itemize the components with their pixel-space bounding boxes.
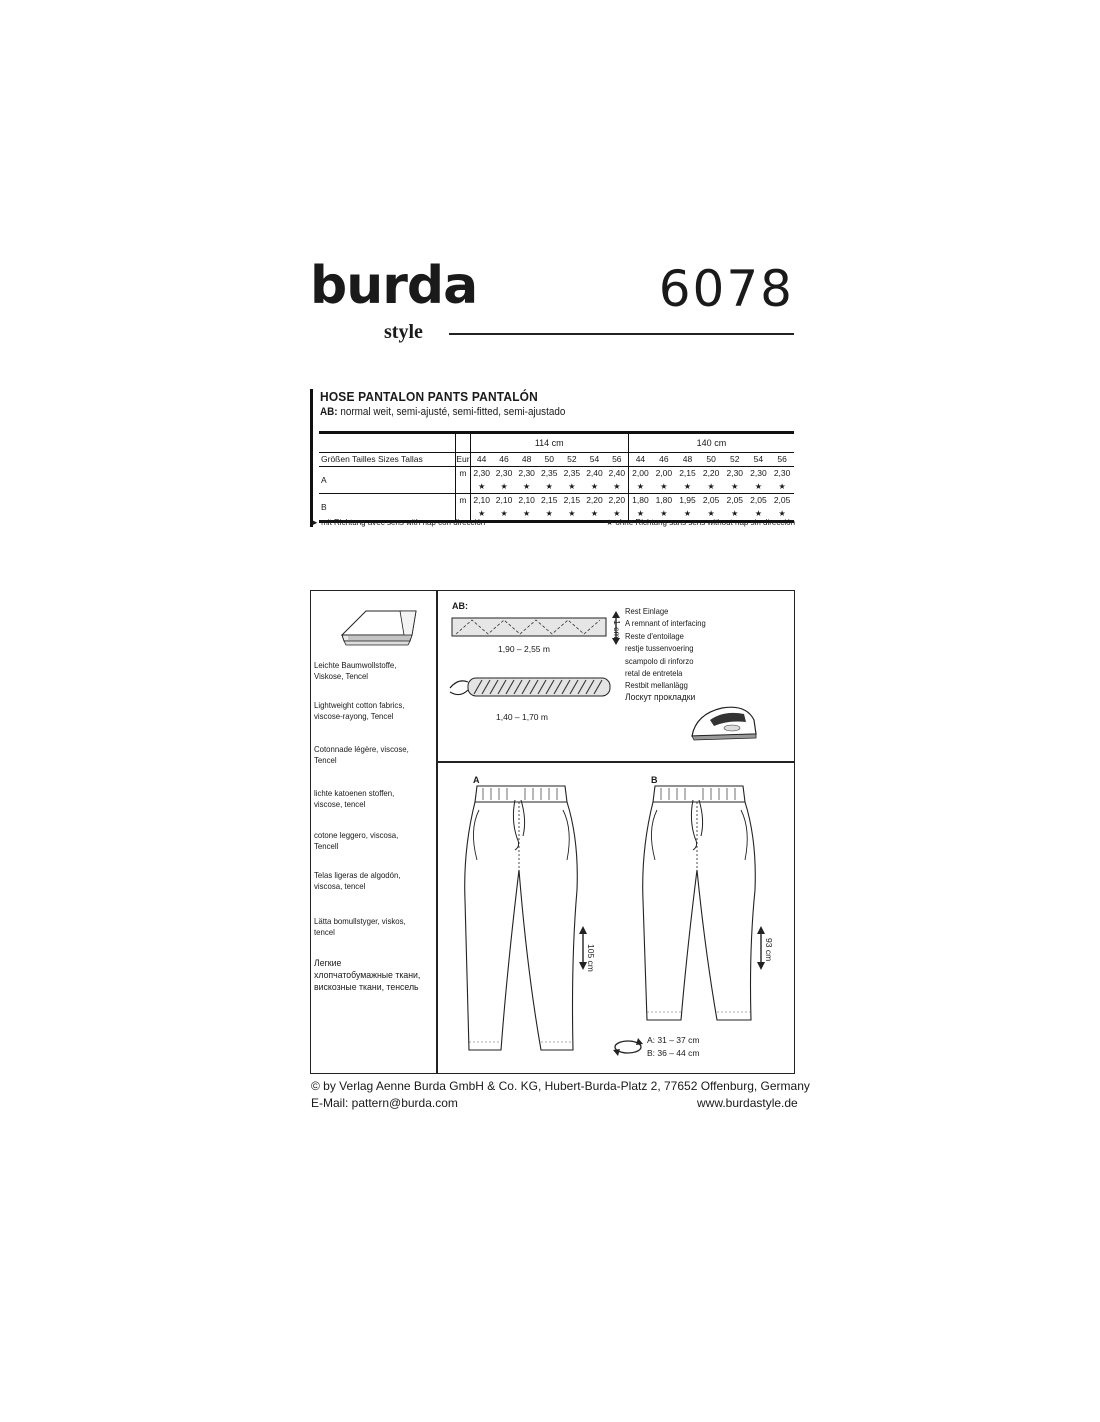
yardage-value: 2,05 [723,494,747,508]
yardage-value: 2,20 [583,494,606,508]
view-a-length: 105 cm [586,944,596,972]
view-b-length: 93 cm [764,938,774,962]
folded-fabric-icon [338,605,420,647]
nap-star: ★ [699,507,723,522]
nap-star: ★ [660,482,668,491]
fabric-sv: Lätta bomullstyger, viskos, tencel [314,916,406,937]
interfacing-list [625,605,790,704]
fit-description [320,406,565,418]
nap-star: ★ [590,482,599,491]
yardage-value: 2,05 [770,494,794,508]
garment-title: HOSE PANTALON PANTS PANTALÓN [320,389,538,404]
size-header-114-48: 48 [515,453,538,467]
yardage-value: 2,30 [518,468,535,478]
nap-star: ★ [568,482,576,491]
size-header-114-46: 46 [493,453,516,467]
yardage-value: 2,40 [586,468,603,478]
nap-star: ★ [747,507,771,522]
nap-star: ★ [676,507,700,522]
nap-star: ★ [583,507,606,522]
yardage-value: 2,30 [773,468,791,478]
size-header-140-44: 44 [628,453,652,467]
yardage-value: 2,05 [747,494,771,508]
brand-logo [310,256,478,346]
yardage-value: 2,35 [540,468,558,478]
size-header-140-52: 52 [723,453,747,467]
yardage-value: 2,10 [515,494,538,508]
view-label: B [319,494,456,522]
yardage-value: 2,35 [563,468,581,478]
nap-star: ★ [770,507,794,522]
size-header-140-54: 54 [747,453,771,467]
nap-star: ★ [723,507,747,522]
interfacing-en: A remnant of interfacing [625,618,706,629]
nap-star: ★ [652,507,676,522]
size-header-114-44: 44 [470,453,493,467]
pattern-number-text: 6078 [658,260,794,318]
ankle-widths [647,1034,699,1060]
nap-star: ★ [628,507,652,522]
footer-website[interactable]: www.burdastyle.de [697,1096,798,1110]
yardage-value: 1,80 [628,494,652,508]
interfacing-ru: Лоскут прокладки [625,691,696,703]
box-horizontal-divider [437,761,794,763]
nap-star: ★ [538,507,561,522]
brand-sub: style [384,321,423,343]
fabric-fr: Cotonnade légère, viscose, Tencel [314,744,409,765]
tape-width-label: 1 cm [612,620,622,639]
interfacing-es: retal de entretela [625,668,683,679]
fit-prefix: AB: [320,406,338,418]
footer-copyright: © by Verlag Aenne Burda GmbH & Co. KG, Hubert-Burda-Platz 2, 77652 Offenburg, Germany [311,1079,810,1093]
sizes-row [319,453,794,467]
legend-with-nap: ► mit Richtung avec sens with nap con dirección [311,518,486,527]
interfacing-sv: Restbit mellanlägg [625,680,688,691]
nap-star: ★ [707,482,715,491]
nap-star: ★ [731,482,739,491]
cord-length-label: 1,40 – 1,70 m [496,712,548,722]
interfacing-fr: Reste d'entoilage [625,630,684,641]
nap-star: ★ [778,482,786,491]
yardage-value: 2,30 [750,468,767,478]
box-vertical-divider [436,590,438,1074]
size-header-114-52: 52 [561,453,584,467]
nap-star: ★ [500,482,508,491]
nap-star: ★ [613,482,621,491]
nap-star: ★ [754,482,762,491]
view-b-label: B [651,775,658,785]
eur-label: Eur [456,453,470,467]
yardage-value: 2,05 [699,494,723,508]
fabric-it: cotone leggero, viscosa, Tencell [314,830,399,851]
table-spacer [456,433,470,453]
size-header-114-50: 50 [538,453,561,467]
width-140-header: 140 cm [628,433,794,453]
iron-icon [688,700,760,744]
yardage-value: 2,15 [538,494,561,508]
size-header-140-48: 48 [676,453,700,467]
ankle-width-a: A: 31 – 37 cm [647,1035,700,1045]
yardage-value: 2,00 [655,468,673,478]
pants-view-a-drawing [455,780,595,1058]
size-header-140-56: 56 [770,453,794,467]
width-114-header: 114 cm [470,433,628,453]
footer-email[interactable]: E-Mail: pattern@burda.com [311,1096,458,1110]
yardage-value: 2,10 [493,494,516,508]
yardage-table [319,431,794,523]
view-label: A [321,474,327,485]
fabric-de: Leichte Baumwollstoffe, Viskose, Tencel [314,660,397,681]
fabric-es: Telas ligeras de algodón, viscosa, tencel [314,870,401,891]
yardage-value: 2,10 [470,494,493,508]
yardage-value: 2,30 [726,468,744,478]
pattern-number [658,260,794,332]
yardage-value: 2,20 [702,468,720,478]
ankle-width-b: B: 36 – 44 cm [647,1048,700,1058]
nap-star: ★ [683,482,692,491]
interfacing-nl: restje tussenvoering [625,643,694,654]
interfacing-it: scampolo di rinforzo [625,655,694,666]
nap-star: ★ [515,507,538,522]
yardage-value: 2,20 [606,494,629,508]
yardage-value: 2,00 [628,467,652,481]
table-corner [319,433,456,453]
nap-star: ★ [470,480,493,494]
fabric-width-row [319,433,794,453]
nap-star: ★ [628,480,652,494]
title-accent-bar [310,389,313,527]
yardage-value: 1,80 [652,494,676,508]
nap-star: ★ [606,507,629,522]
size-header-114-56: 56 [606,453,629,467]
fit-text: normal weit, semi-ajusté, semi-fitted, semi-ajustado [340,406,566,418]
tape-length-label: 1,90 – 2,55 m [498,644,550,654]
drawstring-cord-icon [448,670,618,704]
yardage-value: 2,30 [495,468,513,478]
sizes-label: Größen Tailles Sizes Tallas [319,453,456,467]
fabric-ru: Легкие хлопчатобумажные ткани, вискозные ткани, тенсель [314,958,421,993]
interfacing-de: Rest Einlage [625,606,669,616]
nap-star: ★ [470,507,493,522]
nap-star: ★ [523,482,531,491]
yardage-value: 2,15 [561,494,584,508]
header-rule [449,333,794,335]
notions-ab-label: AB: [452,601,468,611]
nap-star: ★ [561,507,584,522]
yardage-value: 2,40 [608,468,626,478]
fabric-nl: lichte katoenen stoffen, viscose, tencel [314,788,395,809]
size-header-140-50: 50 [699,453,723,467]
pants-view-b-drawing [633,780,773,1030]
size-header-140-46: 46 [652,453,676,467]
fabric-en: Lightweight cotton fabrics, viscose-rayong, Tencel [314,700,405,721]
nap-star: ★ [493,507,516,522]
yardage-row [319,494,794,508]
circumference-icon [612,1036,644,1058]
yardage-value: 2,30 [470,467,493,481]
yardage-value: 1,95 [676,494,700,508]
view-a-label: A [473,775,480,785]
brand-main: burda [310,256,478,316]
unit-label: m [456,494,470,522]
nap-star: ★ [545,482,553,491]
legend-without-nap: ★ ohne Richtung sans sens without nap sin dirección [606,518,796,527]
yardage-row [319,467,794,481]
size-header-114-54: 54 [583,453,606,467]
unit-label: m [456,467,470,494]
yardage-value: 2,15 [679,468,696,478]
